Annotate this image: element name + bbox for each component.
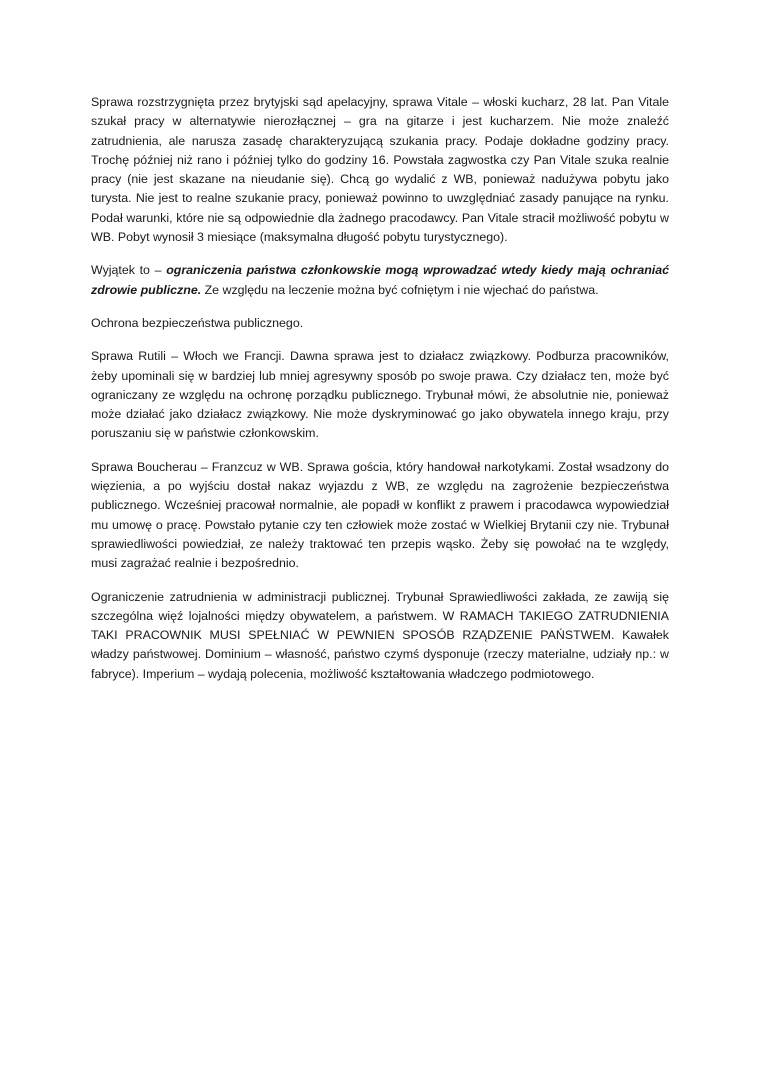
paragraph-vitale-case: Sprawa rozstrzygnięta przez brytyjski sąd apelacyjny, sprawa Vitale – włoski kucharz, 28 lat. Pan Vitale szukał pracy w alternatywie nierozłącznej – gra na gitarze i jest kucharzem. Nie może znaleźć zatrudnienia, ale narusza zasadę charakteryzującą szukania pracy. Podaje dokładne godziny pracy. Trochę później niż rano i później tylko do godziny 16. Powstała zagwostka czy Pan Vitale szuka realnie pracy (nie jest skazane na nieudanie się). Chcą go wydalić z WB, ponieważ nadużywa pobytu jako turysta. Nie jest to realne szukanie pracy, ponieważ powinno to uwzględniać zasady panujące na rynku. Podał warunki, które nie są odpowiednie dla żadnego pracodawcy. Pan Vitale stracił możliwość pobytu w WB. Pobyt wynosił 3 miesiące (maksymalna długość pobytu turystycznego).	[91, 95, 669, 245]
paragraph-exception-public-health	[91, 261, 669, 300]
paragraph-public-administration: Ograniczenie zatrudnienia w administracji publicznej. Trybunał Sprawiedliwości zakłada, ze zawiją się szczególna więź lojalności między obywatelem, a państwem. W RAMACH TAKIEGO ZATRUDNIENIA TAKI PRACOWNIK MUSI SPEŁNIAĆ W PEWNIEN SPOSÓB RZĄDZENIE PAŃSTWEM. Kawałek władzy państwowej. Dominium – własność, państwo czymś dysponuje (rzeczy materialne, udziały np.: w fabryce). Imperium – wydają polecenia, możliwość kształtowania władczego podmiotowego.	[91, 589, 669, 681]
paragraph-exception-intro: Wyjątek to –	[91, 263, 167, 278]
paragraph-public-security-heading: Ochrona bezpieczeństwa publicznego.	[91, 315, 304, 330]
document-body	[91, 93, 669, 698]
paragraph-rutili-case: Sprawa Rutili – Włoch we Francji. Dawna sprawa jest to działacz związkowy. Podburza pracowników, żeby upominali się w bardziej lub mniej agresywny sposób po swoje prawa. Czy działacz ten, może być ograniczany ze względu na ochronę porządku publicznego. Trybunał mówi, że absolutnie nie, ponieważ może działać jako działacz związkowy. Nie może dyskryminować go jako obywatela innego kraju, przy poruszaniu się w państwie członkowskim.	[91, 349, 669, 441]
paragraph-boucherau-case: Sprawa Boucherau – Franzcuz w WB. Sprawa gościa, który handował narkotykami. Został wsadzony do więzienia, a po wyjściu dostał nakaz wyjazdu z WB, ze względu na zagrożenie bezpieczeństwa publicznego. Wcześniej pracował normalnie, ale popadł w konflikt z prawem i pracodawca wypowiedział mu umowę o pracę. Powstało pytanie czy ten człowiek może zostać w Wielkiej Brytanii czy nie. Trybunał sprawiedliwości powiedział, ze należy traktować ten przepis wąsko. Żeby się powołać na te względy, musi zagrażać realnie i bezpośrednio.	[91, 459, 669, 571]
paragraph-exception-tail: Ze względu na leczenie można być cofniętym i nie wjechać do państwa.	[201, 282, 599, 297]
emphasized-public-health-text: ograniczenia państwa członkowskie mogą wprowadzać wtedy kiedy mają ochraniać zdrowie publiczne.	[91, 263, 670, 297]
